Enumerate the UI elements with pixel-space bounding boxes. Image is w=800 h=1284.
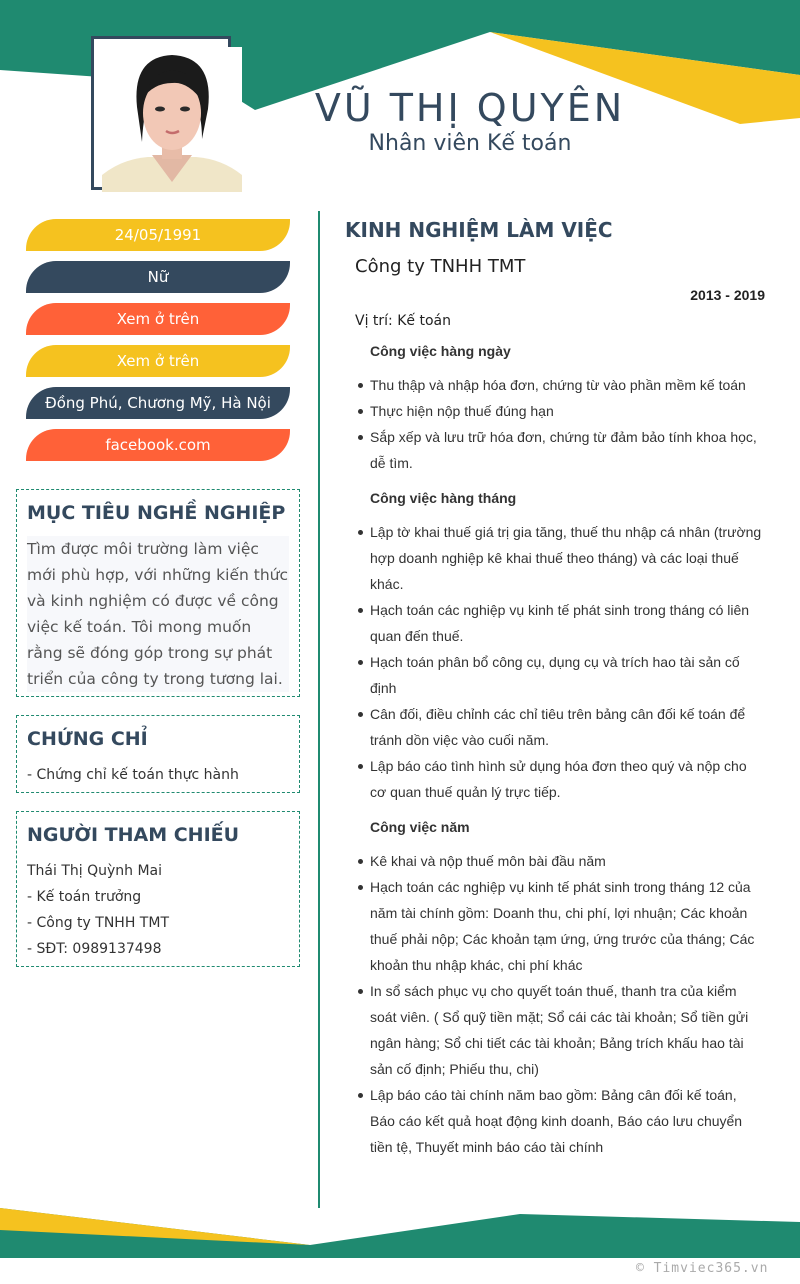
contact-phone: Xem ở trên — [26, 303, 290, 335]
list-item: Kê khai và nộp thuế môn bài đầu năm — [370, 848, 765, 874]
list-item: In sổ sách phục vụ cho quyết toán thuế, thanh tra của kiểm soát viên. ( Sổ quỹ tiền mặt; Sổ cái các tài khoản; Sổ tiền gửi ngân hàng; Sổ chi tiết các tài khoản; Bảng trích khấu hao tài sản cố định; Phiếu thu, chi) — [370, 978, 765, 1082]
reference-phone: - SĐT: 0989137498 — [27, 941, 162, 957]
career-goal-section — [16, 489, 300, 697]
list-item: Thu thập và nhập hóa đơn, chứng từ vào phần mềm kế toán — [370, 372, 765, 398]
list-item: Hạch toán các nghiệp vụ kinh tế phát sinh trong tháng có liên quan đến thuế. — [370, 597, 765, 649]
reference-company: - Công ty TNHH TMT — [27, 915, 169, 931]
experience-section — [345, 218, 765, 1160]
experience-position: Vị trí: Kế toán — [355, 313, 451, 329]
references-title: NGƯỜI THAM CHIẾU — [27, 824, 240, 846]
column-divider — [318, 211, 320, 1208]
profile-photo — [102, 47, 242, 192]
footer-watermark: © Timviec365.vn — [636, 1261, 769, 1276]
certificates-section — [16, 715, 300, 793]
certificates-title: CHỨNG CHỈ — [27, 728, 148, 750]
list-item: Lập báo cáo tình hình sử dụng hóa đơn theo quý và nộp cho cơ quan thuế quản lý trực tiếp. — [370, 753, 765, 805]
list-item: Cân đối, điều chỉnh các chỉ tiêu trên bảng cân đối kế toán để tránh dồn việc vào cuối năm. — [370, 701, 765, 753]
references-section — [16, 811, 300, 967]
experience-title: KINH NGHIỆM LÀM VIỆC — [345, 218, 613, 242]
reference-name: Thái Thị Quỳnh Mai — [27, 863, 163, 879]
list-item: Lập tờ khai thuế giá trị gia tăng, thuế thu nhập cá nhân (trường hợp doanh nghiệp kê khai thuế theo tháng) và các loại thuế khác. — [370, 519, 765, 597]
reference-role: - Kế toán trưởng — [27, 889, 142, 905]
yearly-tasks-title: Công việc năm — [370, 819, 470, 835]
career-goal-title: MỤC TIÊU NGHỀ NGHIỆP — [27, 502, 286, 524]
experience-company: Công ty TNHH TMT — [355, 256, 526, 277]
career-goal-text: Tìm được môi trường làm việc mới phù hợp, với những kiến thức và kinh nghiệm có được về công việc kế toán. Tôi mong muốn rằng sẽ đóng góp trong sự phát triển của công ty trong tương lai. — [27, 536, 289, 692]
candidate-name: VŨ THỊ QUYÊN — [314, 86, 626, 130]
daily-tasks-list — [370, 372, 765, 476]
profile-photo-frame — [91, 36, 231, 190]
daily-tasks-title: Công việc hàng ngày — [370, 343, 511, 359]
contact-email: Xem ở trên — [26, 345, 290, 377]
monthly-tasks-title: Công việc hàng tháng — [370, 490, 517, 506]
contact-facebook[interactable]: facebook.com — [26, 429, 290, 461]
contact-birthday: 24/05/1991 — [26, 219, 290, 251]
footer-background — [0, 1190, 800, 1260]
experience-period: 2013 - 2019 — [690, 287, 765, 303]
list-item: Thực hiện nộp thuế đúng hạn — [370, 398, 765, 424]
list-item: Sắp xếp và lưu trữ hóa đơn, chứng từ đảm bảo tính khoa học, dễ tìm. — [370, 424, 765, 476]
monthly-tasks-list — [370, 519, 765, 805]
list-item: Lập báo cáo tài chính năm bao gồm: Bảng cân đối kế toán, Báo cáo kết quả hoạt động kinh doanh, Báo cáo lưu chuyển tiền tệ, Thuyết minh báo cáo tài chính — [370, 1082, 765, 1160]
yearly-tasks-list — [370, 848, 765, 1160]
job-title: Nhân viên Kế toán — [368, 131, 572, 156]
contact-gender: Nữ — [26, 261, 290, 293]
list-item: Hạch toán các nghiệp vụ kinh tế phát sinh trong tháng 12 của năm tài chính gồm: Doanh thu, chi phí, lợi nhuận; Các khoản thuế phải nộp; Các khoản tạm ứng, ứng trước của tháng; Các khoản thu nhập khác, chi phí khác — [370, 874, 765, 978]
list-item: Hạch toán phân bổ công cụ, dụng cụ và trích hao tài sản cố định — [370, 649, 765, 701]
certificate-item: - Chứng chỉ kế toán thực hành — [27, 767, 239, 783]
contact-address: Đồng Phú, Chương Mỹ, Hà Nội — [26, 387, 290, 419]
